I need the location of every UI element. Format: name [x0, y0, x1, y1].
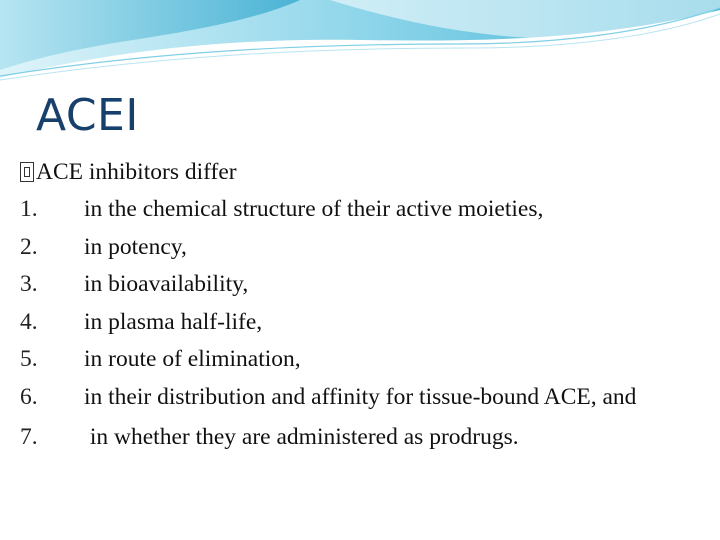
missing-glyph-icon — [20, 162, 34, 182]
intro-text: ACE inhibitors differ — [36, 159, 237, 185]
slide-body — [20, 158, 680, 460]
difference-list — [20, 195, 680, 451]
list-item — [20, 423, 680, 451]
list-item-text: in route of elimination, — [84, 346, 301, 372]
list-item — [20, 383, 680, 411]
list-item-number: 6. — [20, 383, 38, 410]
list-item — [20, 233, 680, 261]
list-item-number: 5. — [20, 346, 38, 372]
list-item-text: in the chemical structure of their active moieties, — [84, 196, 544, 222]
list-item-text: in whether they are administered as prodrugs. — [84, 423, 519, 450]
list-item — [20, 195, 680, 223]
list-item-text: in bioavailability, — [84, 271, 249, 297]
list-item-text: in plasma half-life, — [84, 308, 263, 335]
list-item-number: 2. — [20, 233, 38, 260]
list-item — [20, 308, 680, 336]
list-item-number: 3. — [20, 271, 38, 297]
list-item — [20, 270, 680, 298]
header-wave-decoration — [0, 0, 720, 90]
list-item-text: in potency, — [84, 233, 187, 260]
list-item-text: in their distribution and affinity for tissue-bound ACE, and — [84, 383, 637, 410]
list-item — [20, 345, 680, 373]
intro-line — [20, 158, 680, 186]
list-item-number: 4. — [20, 308, 38, 335]
list-item-number: 7. — [20, 423, 38, 450]
list-item-number: 1. — [20, 196, 38, 222]
slide-title: ACEI — [36, 90, 139, 141]
